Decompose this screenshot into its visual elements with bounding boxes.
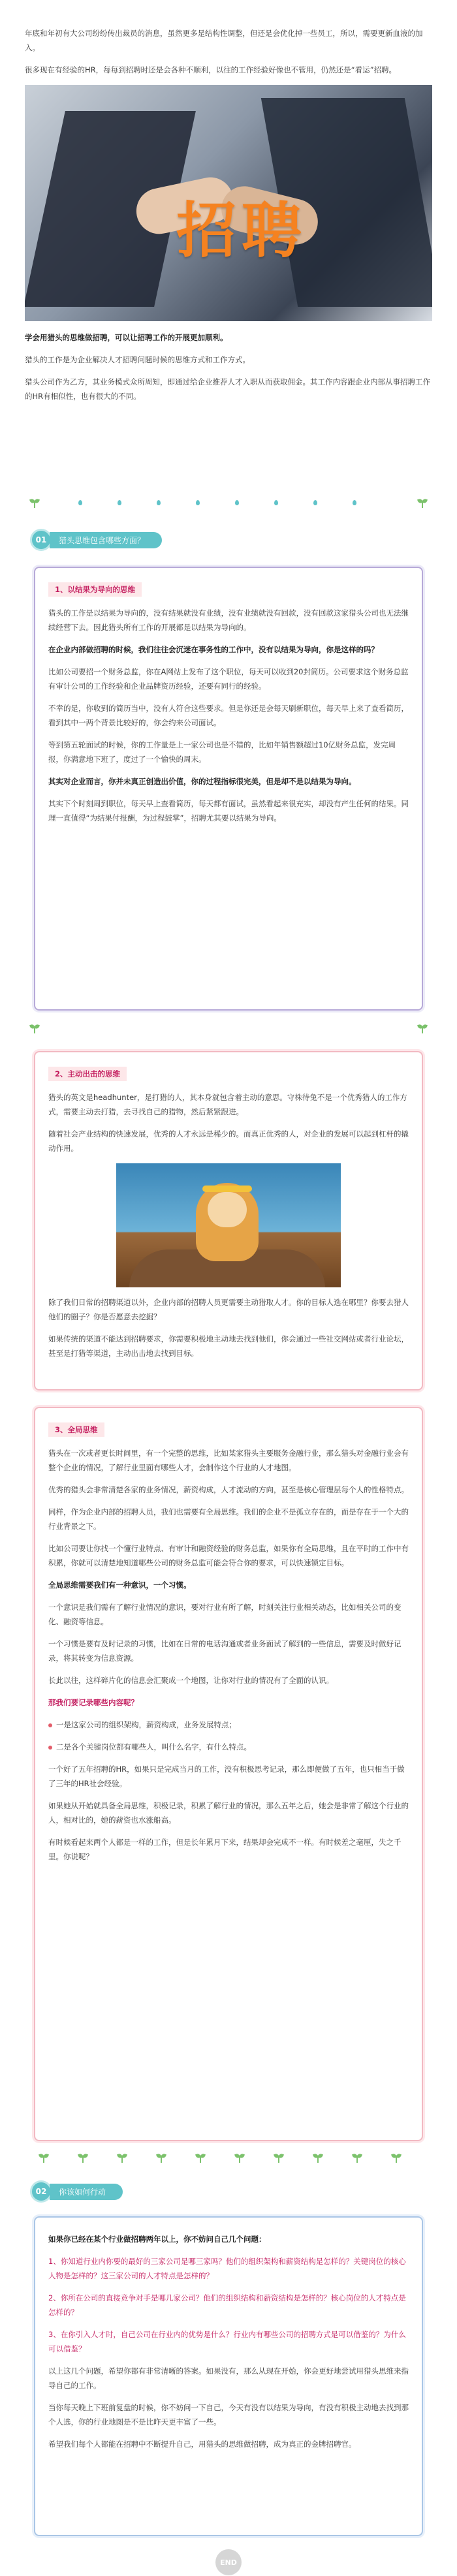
question-list bbox=[48, 2254, 409, 2356]
card-paragraph: 不幸的是，你收到的简历当中，没有人符合这些要求。但是你还是会每天刷新职位，每天早上来了查看简历，看到其中一两个背景比较好的，你会约来公司面试。 bbox=[48, 704, 409, 727]
intro-paragraph: 年底和年初有大公司纷纷传出裁员的消息，虽然更多是结构性调整，但还是会优化掉一些员工，所以，需要更新血液的加入。 bbox=[25, 29, 423, 52]
drop-icon bbox=[274, 500, 278, 505]
sprout-icon bbox=[30, 1024, 39, 1033]
card-paragraph: 同样，作为企业内部的招聘人员，我们也需要有全局思维。我们的企业不是孤立存在的，而是存在于一个大的行业背景之下。 bbox=[48, 1507, 409, 1531]
sprout-icon bbox=[313, 2154, 323, 2163]
sprout-icon bbox=[78, 2154, 87, 2163]
intro-highlight: 学会用猎头的思维做招聘，可以让招聘工作的开展更加顺利。 bbox=[25, 333, 228, 342]
drop-divider bbox=[0, 496, 457, 512]
monkey-face-shape bbox=[208, 1192, 247, 1227]
sprout-icon bbox=[196, 2154, 205, 2163]
card-paragraph: 猎头在一次或者更长时间里，有一个完整的思维，比如某家猎头主要服务金融行业，那么猎头对金融行业会有整个企业的情况，了解行业里面有哪些人才，会制作这个行业的人才地图。 bbox=[48, 1449, 409, 1472]
sprout-divider bbox=[0, 1022, 457, 1037]
sprout-icon bbox=[157, 2154, 166, 2163]
card-title: 2、主动出击的思维 bbox=[48, 1067, 127, 1081]
card-action bbox=[34, 2216, 423, 2536]
card-paragraph: 猎头的英文是headhunter，是打猎的人，其本身就包含着主动的意思。守株待兔不是一个优秀猎人的工作方式，需要主动去打猎，去寻找自己的猎物，然后紧紧跟进。 bbox=[48, 1093, 407, 1116]
banner-recruit-text: 招聘 bbox=[176, 196, 307, 266]
card-paragraph: 如果传统的渠道不能达到招聘要求，你需要积极地主动地去找到他们，你会通过一些社交网站或者行业论坛，甚至是打猎等渠道，主动出击地去找到目标。 bbox=[48, 1334, 409, 1358]
sprout-divider bbox=[0, 2151, 457, 2167]
card-paragraph: 希望我们每个人都能在招聘中不断提升自己，用猎头的思维做招聘，成为真正的金牌招聘官。 bbox=[48, 2440, 356, 2449]
drop-icon bbox=[157, 500, 161, 505]
card-question: 在企业内部做招聘的时候，我们往往会沉迷在事务性的工作中，没有以结果为导向，你是这样的吗？ bbox=[48, 645, 379, 654]
intro-section bbox=[25, 26, 432, 411]
section-header-02 bbox=[30, 2180, 123, 2203]
card-paragraph: 猎头的工作是以结果为导向的，没有结果就没有业绩，没有业绩就没有回款，没有回款这家猎头公司也无法继续经营下去。因此猎头所有工作的开展都是以结果为导向的。 bbox=[48, 608, 409, 632]
headband-shape bbox=[202, 1186, 252, 1192]
card-subheading: 那我们要记录哪些内容呢？ bbox=[48, 1698, 138, 1707]
handshake-banner-image bbox=[25, 85, 432, 321]
card-paragraph: 长此以往，这样碎片化的信息会汇聚成一个地图，让你对行业的情况有了全面的认识。 bbox=[48, 1676, 334, 1685]
intro-paragraph: 猎头的工作是为企业解决人才招聘问题时候的思维方式和工作方式。 bbox=[25, 355, 250, 364]
sprout-icon bbox=[353, 2154, 362, 2163]
sprout-icon bbox=[235, 2154, 244, 2163]
card-paragraph: 优秀的猎头会非常清楚各家的业务情况，薪资构成，人才流动的方向，甚至是核心管理层每个人的性格特点。 bbox=[48, 1485, 409, 1494]
monkey-king-image bbox=[116, 1163, 341, 1287]
bullet-text: 一是这家公司的组织架构，薪资构成，业务发展特点； bbox=[56, 1720, 236, 1729]
drop-icon bbox=[313, 500, 317, 505]
drop-icon bbox=[118, 500, 121, 505]
drop-icon bbox=[78, 500, 82, 505]
card-proactive bbox=[34, 1051, 423, 1390]
card-highlight: 其实对企业而言，你并未真正创造出价值，你的过程指标很完美，但是却不是以结果为导向。 bbox=[48, 777, 356, 786]
section-label: 你该如何行动 bbox=[50, 2184, 123, 2200]
card-title: 3、全局思维 bbox=[48, 1422, 104, 1437]
card-paragraph: 比如公司要让你找一个懂行业特点、有审计和融资经验的财务总监，如果你有全局思维，且在平时的工作中有积累，你就可以清楚地知道哪些公司的财务总监可能会符合你的要求，可以快速锁定目标。 bbox=[48, 1544, 409, 1567]
card-paragraph: 一个好了五年招聘的HR，如果只是完成当月的工作，没有积极思考记录，那么即便做了五年，也只相当于做了三年的HR社会经验。 bbox=[48, 1765, 405, 1788]
card-lead: 如果你已经在某个行业做招聘两年以上，你不妨问自己几个问题： bbox=[48, 2235, 266, 2244]
drop-icon bbox=[196, 500, 200, 505]
bullet-icon bbox=[48, 1723, 52, 1727]
section-number: 02 bbox=[30, 2180, 52, 2203]
card-paragraph: 当你每天晚上下班前复盘的时候，你不妨问一下自己，今天有没有以结果为导向，有没有积极主动地去找到那个人选，你的行业地图是不是比昨天更丰富了一些。 bbox=[48, 2403, 409, 2427]
card-title: 1、以结果为导向的思维 bbox=[48, 582, 142, 597]
card-paragraph: 一个习惯是要有及时记录的习惯，比如在日常的电话沟通或者业务面试了解到的一些信息，需要及时做好记录，将其转变为信息资源。 bbox=[48, 1639, 402, 1663]
sprout-icon bbox=[392, 2154, 401, 2163]
bullet-item bbox=[48, 1718, 409, 1732]
card-paragraph: 以上这几个问题，希望你都有非常清晰的答案。如果没有，那么从现在开始，你会更好地尝试用猎头思维来指导自己的工作。 bbox=[48, 2366, 409, 2390]
card-paragraph: 随着社会产业结构的快速发展，优秀的人才永远是稀少的。而真正优秀的人，对企业的发展可以起到杠杆的撬动作用。 bbox=[48, 1129, 409, 1153]
section-number: 01 bbox=[30, 529, 52, 551]
sprout-icon bbox=[118, 2154, 127, 2163]
card-paragraph: 等到第五轮面试的时候，你的工作量是上一家公司也是不错的，比如年销售额超过10亿财务总监，发完周报，你满意地下班了，度过了一个愉快的周末。 bbox=[48, 740, 396, 764]
sprout-icon bbox=[39, 2154, 48, 2163]
card-paragraph: 除了我们日常的招聘渠道以外，企业内部的招聘人员更需要主动猎取人才。你的目标人选在哪里？你要去猎人他们的圈子？你是否愿意去挖掘？ bbox=[48, 1298, 409, 1321]
section-label: 猎头思维包含哪些方面？ bbox=[50, 532, 162, 548]
card-paragraph: 其实下个时刻周到职位，每天早上查看简历，每天都有面试，虽然看起来很充实，却没有产生任何的结果。同理一直值得“为结果付报酬，为过程鼓掌”，招聘尤其要以结果为导向。 bbox=[48, 799, 409, 823]
drop-icon bbox=[353, 500, 356, 505]
card-paragraph: 比如公司要招一个财务总监，你在A网站上发布了这个职位，每天可以收到20封简历。公司要求这个财务总监有审计公司的工作经验和企业品牌资历经验，还要有同行的经验。 bbox=[48, 667, 409, 691]
sprout-icon bbox=[418, 1024, 427, 1033]
bullet-icon bbox=[48, 1746, 52, 1750]
question-item: 3、在你引入人才时，自己公司在行业内的优势是什么？行业内有哪些公司的招聘方式是可以借鉴的？为什么可以借鉴？ bbox=[48, 2330, 406, 2353]
card-paragraph: 一个意识是我们需有了解行业情况的意识，要对行业有所了解，时刻关注行业相关动态，比如相关公司的变化、融资等信息。 bbox=[48, 1603, 402, 1626]
question-item: 2、你所在公司的直接竞争对手是哪几家公司？他们的组织结构和薪资结构是怎样的？核心岗位的人才特点是怎样的？ bbox=[48, 2293, 406, 2317]
intro-paragraph: 很多现在有经验的HR，每每到招聘时还是会各种不顺利，以往的工作经验好像也不管用，仍然还是“看运”招聘。 bbox=[25, 65, 397, 74]
section-header-01 bbox=[30, 529, 162, 551]
end-badge: END bbox=[215, 2549, 242, 2575]
sprout-icon bbox=[274, 2154, 283, 2163]
bullet-item bbox=[48, 1740, 409, 1754]
card-global-thinking bbox=[34, 1407, 423, 2141]
card-paragraph: 有时候看起来两个人都是一样的工作，但是长年累月下来，结果却会完成不一样。有时候差之毫厘，失之千里。你说呢？ bbox=[48, 1838, 402, 1861]
bullet-text: 二是各个关键岗位都有哪些人，叫什么名字，有什么特点。 bbox=[56, 1742, 251, 1751]
card-paragraph: 如果她从开始就具备全局思维，积极记录，积累了解行业的情况，那么五年之后，她会是非常了解这个行业的人，相对比的，她的薪资也水涨船高。 bbox=[48, 1801, 409, 1825]
card-highlight: 全局思维需要我们有一种意识，一个习惯。 bbox=[48, 1580, 191, 1590]
question-item: 1、你知道行业内你要的最好的三家公司是哪三家吗？他们的组织架构和薪资结构是怎样的？关键岗位的核心人物是怎样的？这三家公司的人才特点是怎样的？ bbox=[48, 2257, 406, 2280]
drop-icon bbox=[235, 500, 239, 505]
card-result-oriented bbox=[34, 567, 423, 1011]
intro-paragraph: 猎头公司作为乙方，其业务模式众所周知，即通过给企业推荐人才入职从而获取佣金。其工作内容跟企业内部从事招聘工作的HR有相似性，也有很大的不同。 bbox=[25, 377, 430, 401]
